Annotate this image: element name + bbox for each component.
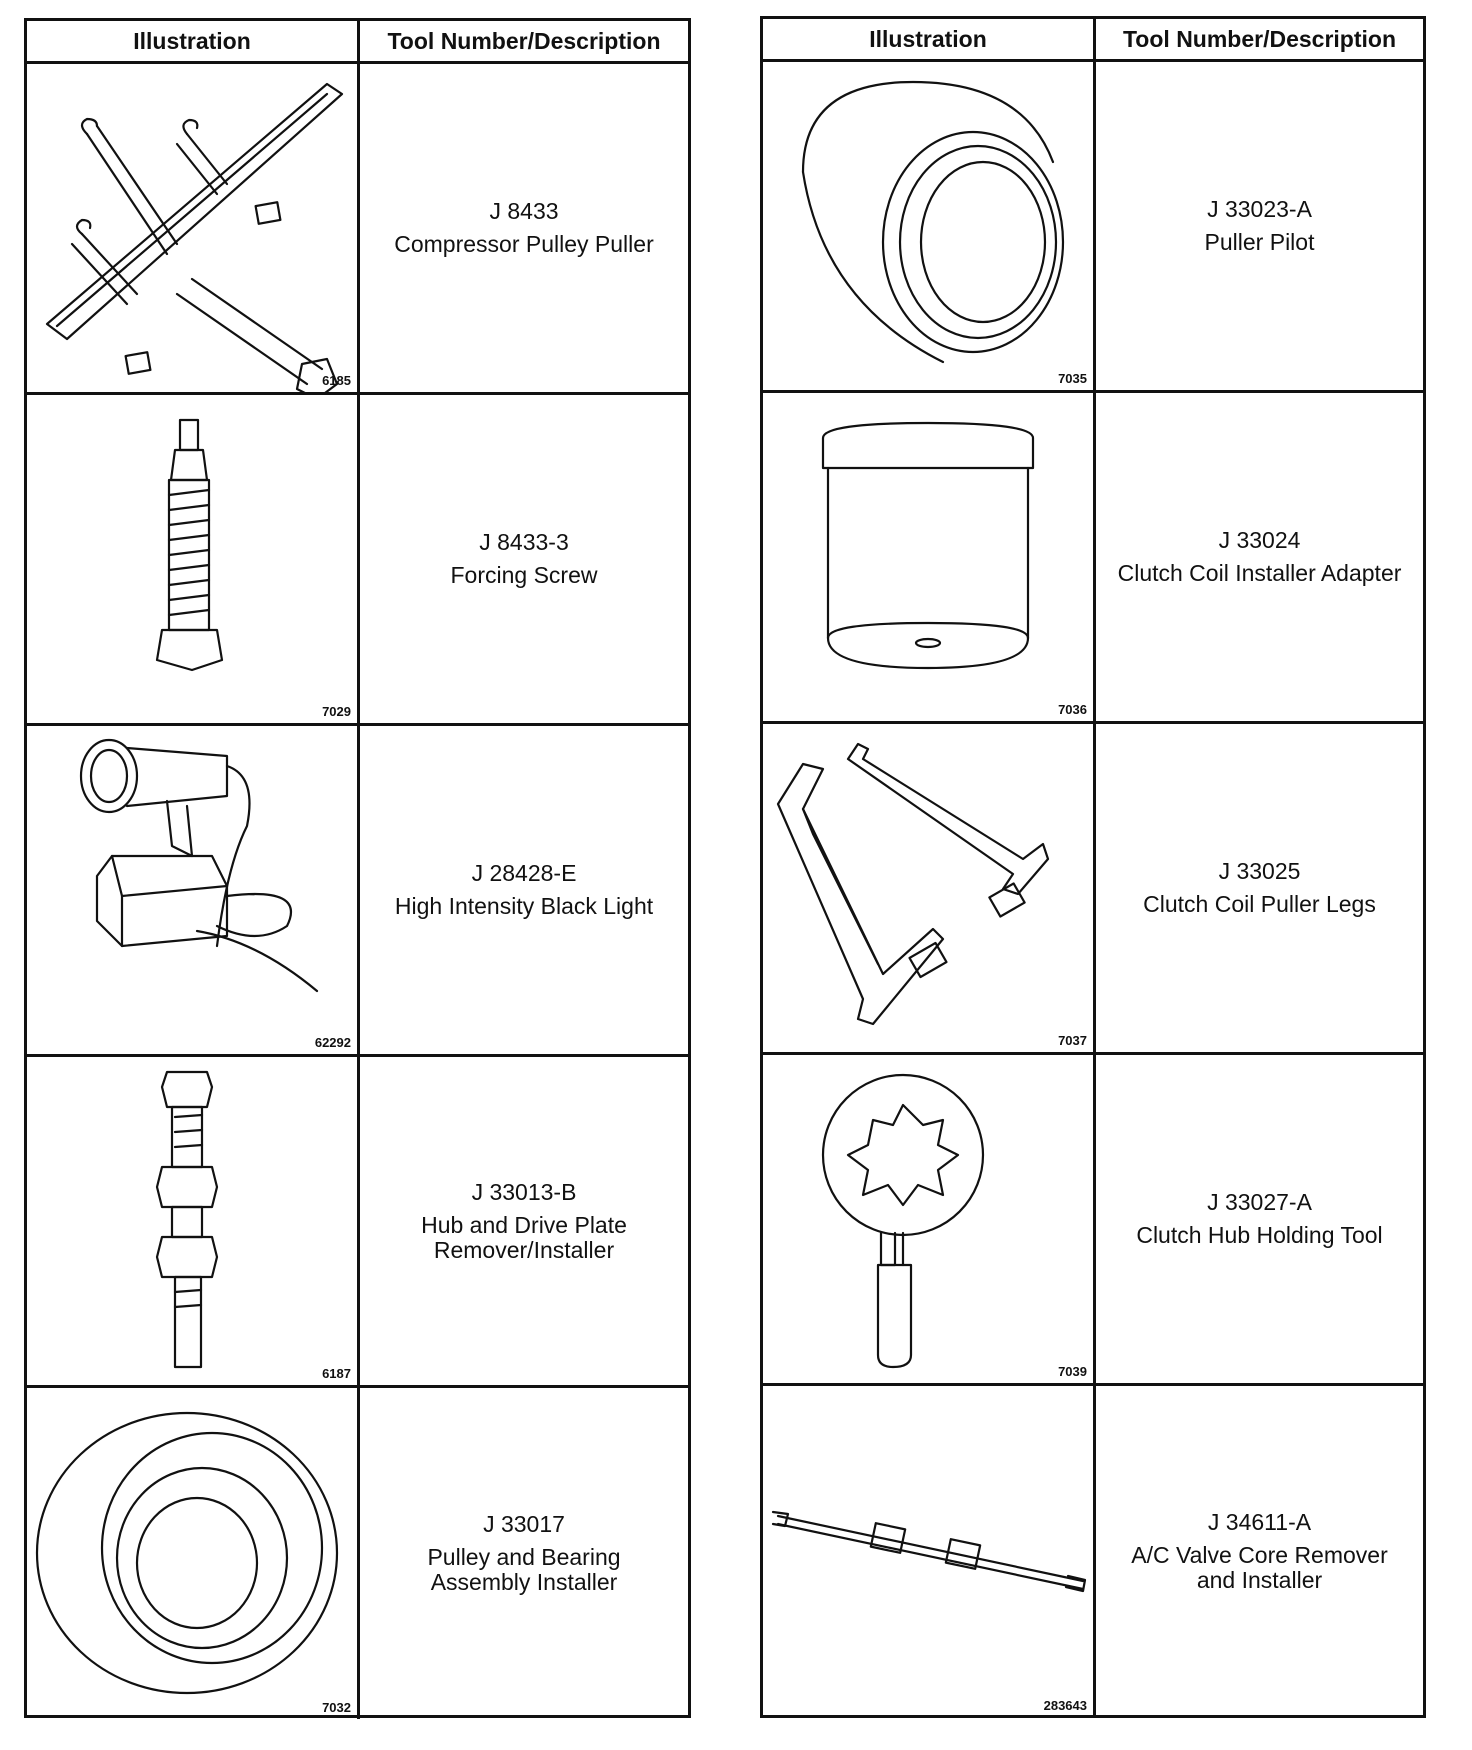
tool-number: J 33017 (483, 1511, 565, 1537)
figure-number: 7032 (322, 1700, 351, 1715)
valve-core-tool-illustration (763, 1386, 1093, 1717)
figure-number: 283643 (1043, 1698, 1087, 1713)
figure-number: 7035 (1058, 371, 1087, 386)
table-row (763, 724, 1423, 1055)
tool-number: J 33027-A (1207, 1189, 1312, 1215)
tool-description: Hub and Drive Plate (421, 1211, 627, 1238)
tool-number: J 8433-3 (479, 529, 569, 555)
illustration-cell (27, 1057, 360, 1385)
tool-description-cell (1096, 1386, 1423, 1717)
table-row (27, 1388, 688, 1719)
illustration-cell (27, 726, 360, 1054)
tool-table-right (760, 16, 1426, 1718)
coil-puller-legs-illustration (763, 724, 1093, 1055)
tool-number: J 33025 (1218, 858, 1301, 884)
tool-description: High Intensity Black Light (394, 893, 654, 919)
forcing-screw-illustration (27, 395, 357, 726)
coil-installer-adapter-illustration (763, 393, 1093, 724)
illustration-cell (27, 395, 360, 723)
tool-description: Remover/Installer (433, 1236, 615, 1263)
tool-description-cell (1096, 724, 1423, 1052)
pulley-puller-illustration (27, 64, 357, 395)
tool-description-cell (1096, 62, 1423, 390)
figure-number: 7029 (322, 704, 351, 719)
illustration-cell (763, 62, 1096, 390)
figure-number: 6185 (322, 373, 351, 388)
tool-description: Clutch Hub Holding Tool (1136, 1222, 1383, 1248)
tool-description: Clutch Coil Installer Adapter (1117, 560, 1402, 586)
illustration-cell (763, 1055, 1096, 1383)
table-row (763, 62, 1423, 393)
tool-description: Pulley and Bearing (427, 1544, 621, 1570)
table-row (27, 395, 688, 726)
table-row (763, 1386, 1423, 1717)
figure-number: 7036 (1058, 702, 1087, 717)
table-row (27, 726, 688, 1057)
header-tool-number: Tool Number/Description (1122, 25, 1397, 52)
puller-pilot-illustration (763, 62, 1093, 393)
black-light-illustration (27, 726, 357, 1057)
tool-description: Puller Pilot (1204, 229, 1315, 255)
figure-number: 6187 (322, 1366, 351, 1381)
header-tool-number: Tool Number/Description (387, 27, 661, 54)
illustration-cell (763, 393, 1096, 721)
illustration-cell (27, 1388, 360, 1719)
table-header (763, 19, 1423, 62)
hub-holding-tool-illustration (763, 1055, 1093, 1386)
tool-description-cell (360, 726, 688, 1054)
tool-number: J 33024 (1218, 527, 1301, 553)
tool-number: J 34611-A (1207, 1509, 1312, 1535)
tool-description: Assembly Installer (430, 1569, 618, 1595)
tool-description: A/C Valve Core Remover (1131, 1542, 1388, 1568)
tool-description-cell (1096, 393, 1423, 721)
header-illustration: Illustration (27, 21, 360, 61)
header-illustration: Illustration (763, 19, 1096, 59)
tool-table-left (24, 18, 691, 1718)
illustration-cell (763, 724, 1096, 1052)
tool-number: J 33013-B (471, 1178, 577, 1205)
pulley-installer-illustration (27, 1388, 357, 1719)
tool-number: J 28428-E (471, 860, 577, 886)
tool-description-cell (1096, 1055, 1423, 1383)
tool-description-cell (360, 395, 688, 723)
table-header (27, 21, 688, 64)
hub-remover-installer-illustration (27, 1057, 357, 1388)
table-row (763, 1055, 1423, 1386)
tool-number: J 33023-A (1207, 196, 1312, 222)
tool-description: and Installer (1196, 1567, 1323, 1593)
tool-description-cell (360, 1388, 688, 1719)
table-row (763, 393, 1423, 724)
figure-number: 7039 (1058, 1364, 1087, 1379)
tool-description-cell (360, 1057, 688, 1385)
tool-description: Compressor Pulley Puller (394, 231, 654, 257)
tool-description-cell (360, 64, 688, 392)
figure-number: 62292 (314, 1035, 351, 1050)
table-row (27, 64, 688, 395)
table-row (27, 1057, 688, 1388)
tool-number: J 8433 (489, 198, 559, 224)
tool-description: Clutch Coil Puller Legs (1143, 891, 1376, 917)
illustration-cell (763, 1386, 1096, 1717)
figure-number: 7037 (1058, 1033, 1087, 1048)
illustration-cell (27, 64, 360, 392)
tool-description: Forcing Screw (450, 562, 598, 588)
